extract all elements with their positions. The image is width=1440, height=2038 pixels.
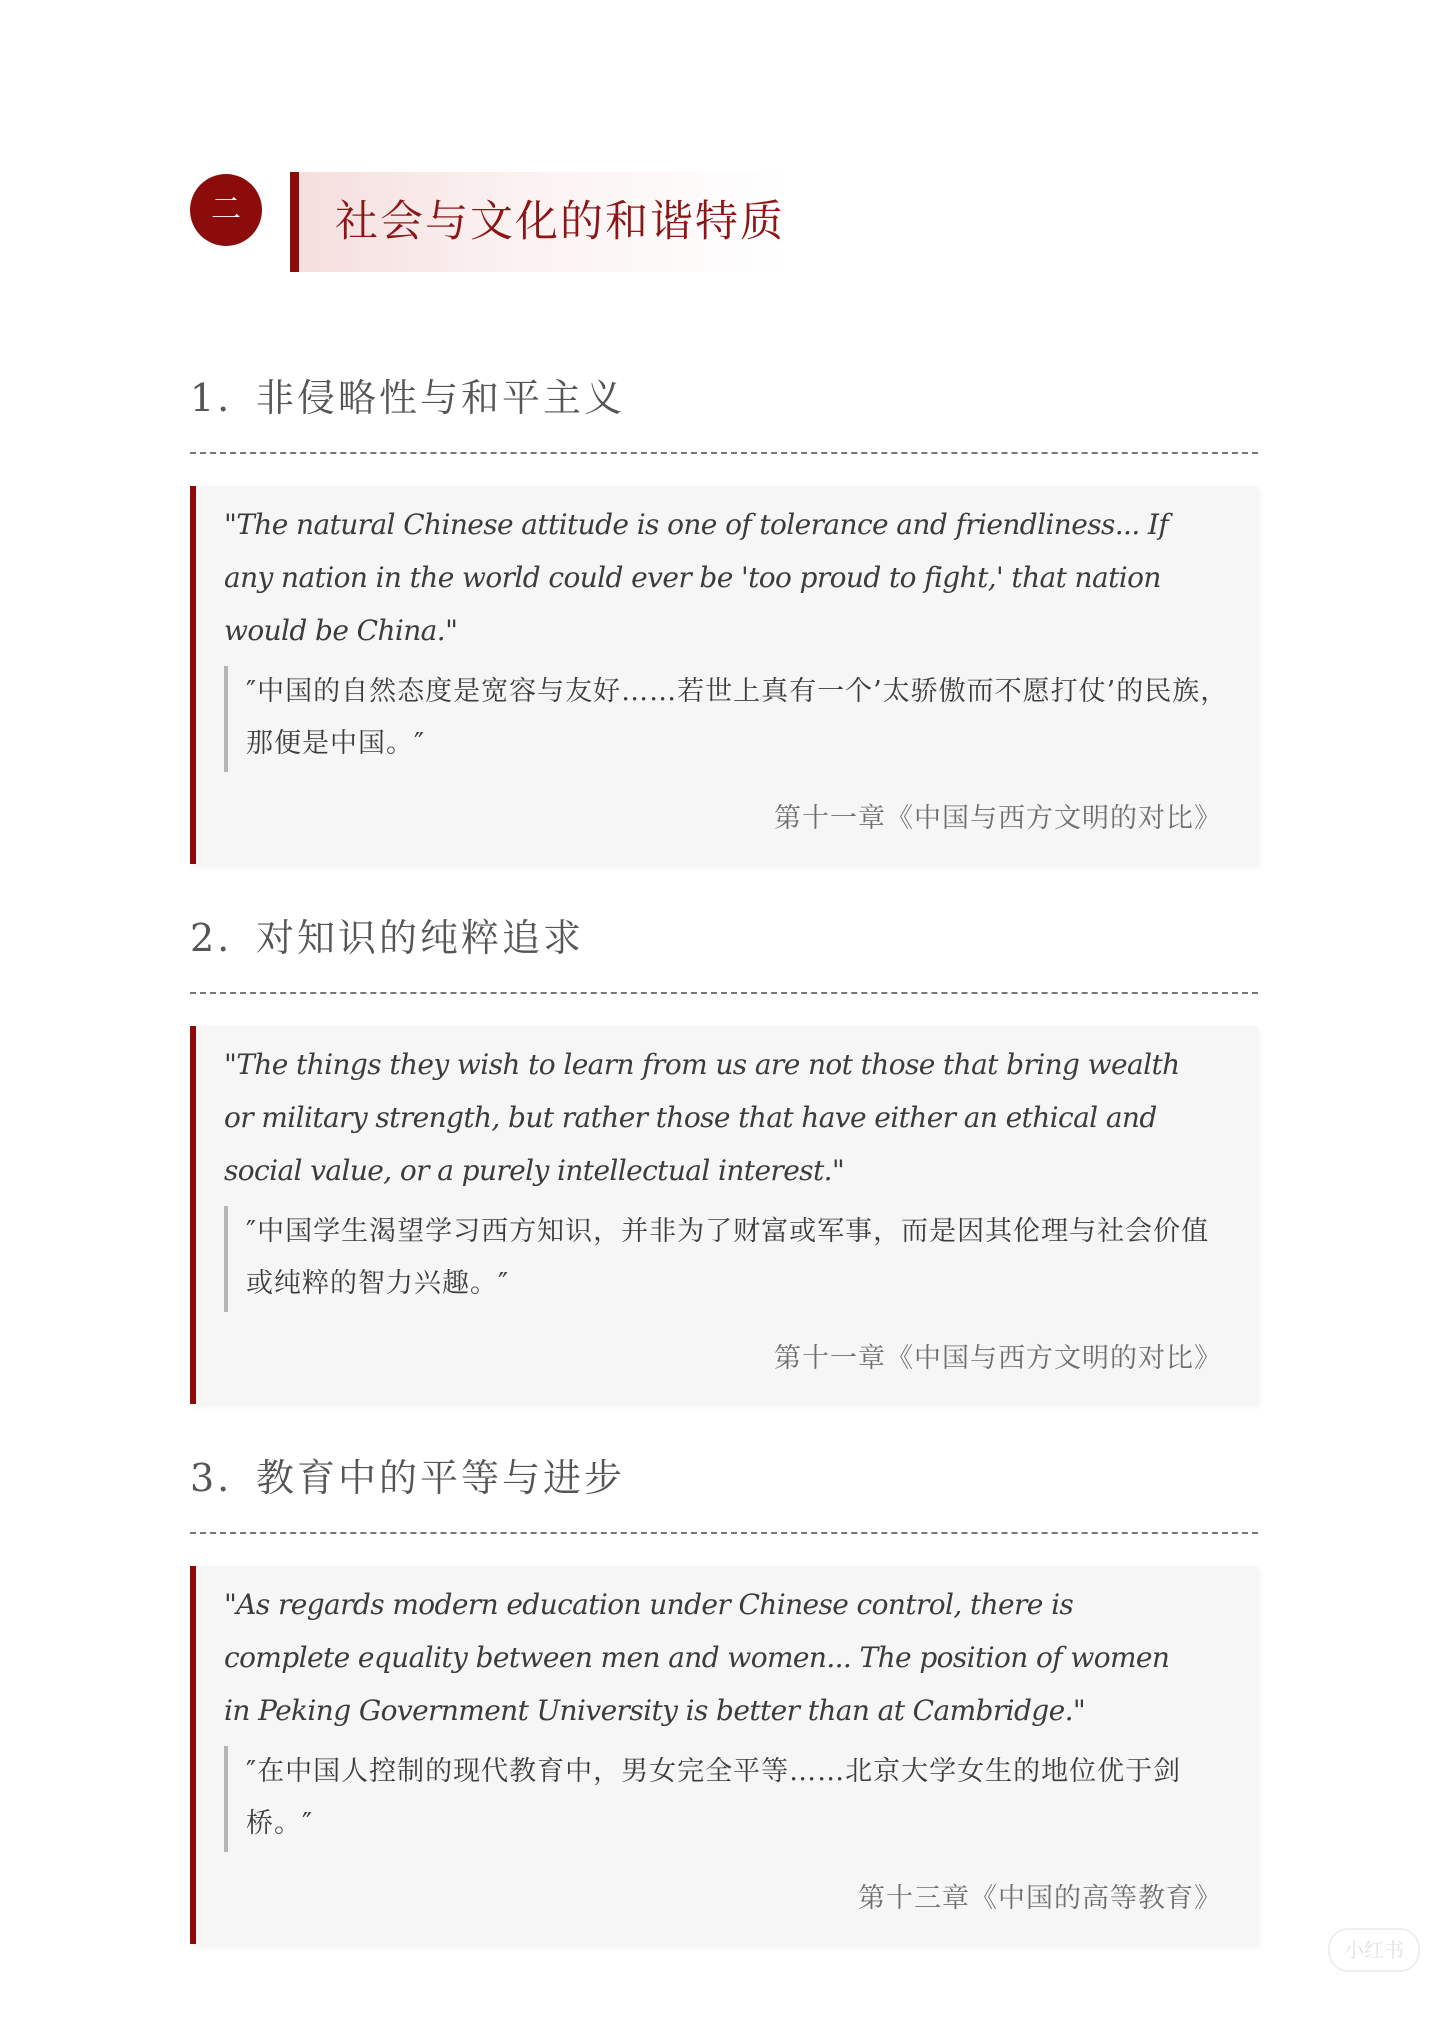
chapter-title: 社会与文化的和谐特质 <box>335 197 785 247</box>
quote-card <box>190 1566 1258 1944</box>
section-number: 2. <box>190 916 233 960</box>
quote-chinese: ″中国学生渴望学习西方知识，并非为了财富或军事，而是因其伦理与社会价值或纯粹的智力兴趣。″ <box>224 1206 1230 1312</box>
quote-english: "As regards modern education under Chinese control, there is complete equality between men and women... The position of women in Peking Government University is better than at Cambridge." <box>224 1588 1170 1727</box>
section-title: 非侵略性与和平主义 <box>256 376 626 420</box>
section-heading <box>190 1448 625 1508</box>
dashed-divider <box>190 992 1258 994</box>
quote-source: 第十三章《中国的高等教育》 <box>858 1883 1222 1914</box>
quote-english: "The natural Chinese attitude is one of tolerance and friendliness... If any nation in the world could ever be 'too proud to fight,' that nation would be China." <box>224 508 1169 647</box>
quote-chinese: ″中国的自然态度是宽容与友好……若世上真有一个’太骄傲而不愿打仗’的民族，那便是中国。″ <box>224 666 1230 772</box>
section-title: 对知识的纯粹追求 <box>256 916 585 960</box>
dashed-divider <box>190 452 1258 454</box>
section-heading <box>190 368 625 428</box>
platform-watermark: 小红书 <box>1328 1928 1420 1972</box>
section-title: 教育中的平等与进步 <box>256 1456 626 1500</box>
chapter-number-badge: 二 <box>190 174 262 246</box>
section-heading <box>190 908 584 968</box>
chapter-header <box>190 172 990 272</box>
quote-card <box>190 1026 1258 1404</box>
quote-chinese: ″在中国人控制的现代教育中，男女完全平等……北京大学女生的地位优于剑桥。″ <box>224 1746 1230 1852</box>
section-number: 3. <box>190 1456 233 1500</box>
quote-source: 第十一章《中国与西方文明的对比》 <box>774 803 1222 834</box>
section-number: 1. <box>190 376 233 420</box>
quote-card <box>190 486 1258 864</box>
dashed-divider <box>190 1532 1258 1534</box>
quote-source: 第十一章《中国与西方文明的对比》 <box>774 1343 1222 1374</box>
quote-english: "The things they wish to learn from us are not those that bring wealth or military strength, but rather those that have either an ethical and social value, or a purely intellectual interest." <box>224 1048 1180 1187</box>
chapter-title-bar <box>290 172 789 272</box>
